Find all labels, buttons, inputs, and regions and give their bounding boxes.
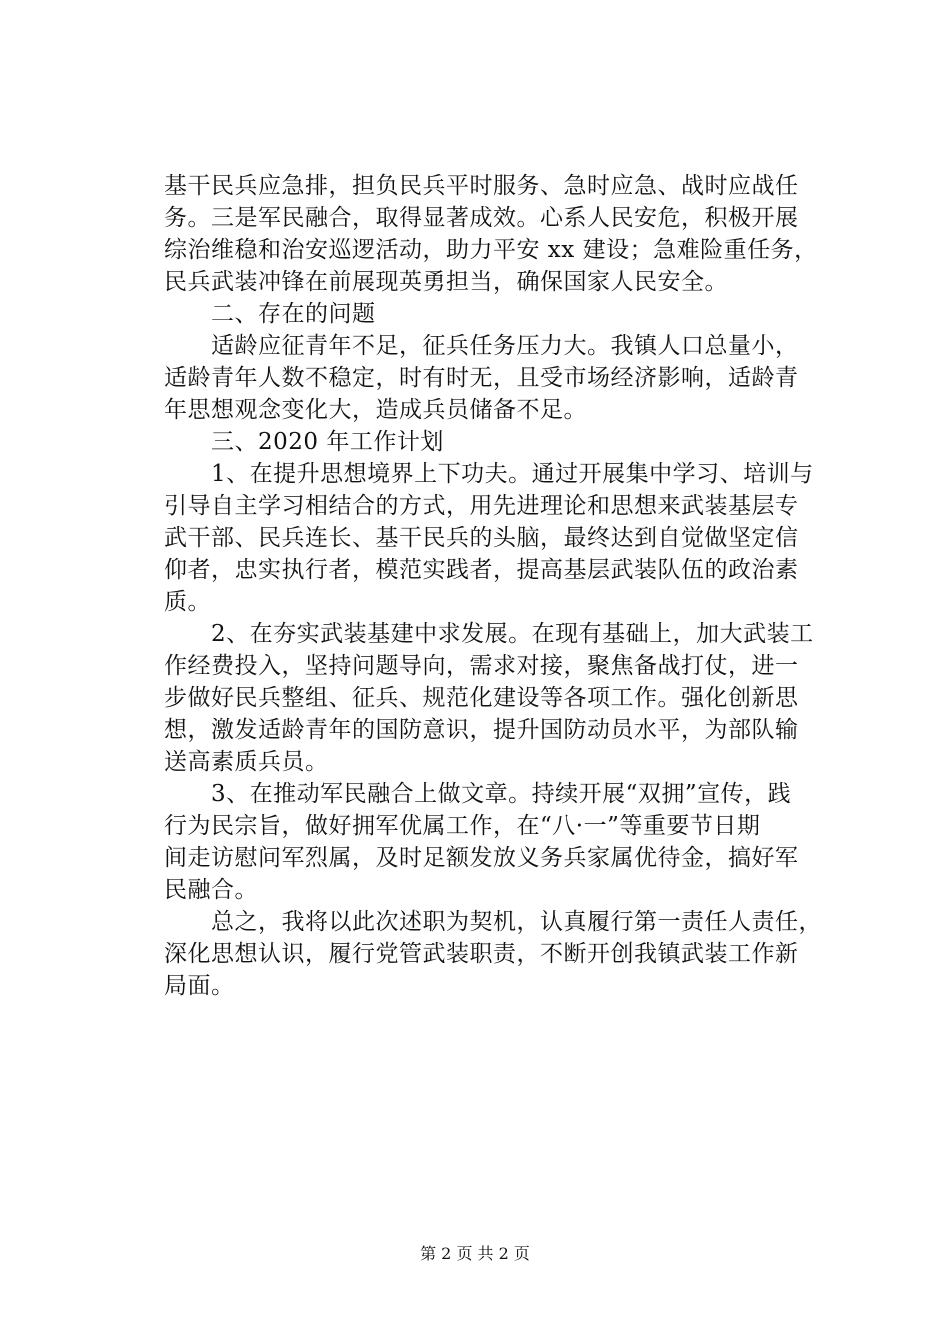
body-line: 行为民宗旨，做好拥军优属工作，在“八·一”等重要节日期 [164, 813, 761, 839]
body-line: 1、在提升思想境界上下功夫。通过开展集中学习、培训与 [164, 461, 814, 487]
section-heading-plan: 三、2020 年工作计划 [164, 429, 444, 455]
section-heading-problems: 二、存在的问题 [164, 301, 376, 327]
body-line: 步做好民兵整组、征兵、规范化建设等各项工作。强化创新思 [164, 685, 799, 711]
body-line: 仰者，忠实执行者，模范实践者，提高基层武装队伍的政治素 [164, 557, 799, 583]
body-line: 民兵武装冲锋在前展现英勇担当，确保国家人民安全。 [164, 269, 728, 295]
body-line: 想，激发适龄青年的国防意识，提升国防动员水平，为部队输 [164, 717, 799, 743]
body-line: 局面。 [164, 973, 235, 999]
body-line: 综治维稳和治安巡逻活动，助力平安 xx 建设；急难险重任务， [164, 237, 818, 263]
body-line: 深化思想认识，履行党管武装职责，不断开创我镇武装工作新 [164, 941, 799, 967]
body-line: 作经费投入，坚持问题导向，需求对接，聚焦备战打仗，进一 [164, 653, 799, 679]
page-number-footer: 第 2 页 共 2 页 [420, 1244, 530, 1263]
body-line: 武干部、民兵连长、基干民兵的头脑，最终达到自觉做坚定信 [164, 525, 799, 551]
body-line: 3、在推动军民融合上做文章。持续开展“双拥”宣传，践 [164, 781, 792, 807]
body-line: 基干民兵应急排，担负民兵平时服务、急时应急、战时应战任 [164, 173, 799, 199]
body-line: 年思想观念变化大，造成兵员储备不足。 [164, 397, 587, 423]
document-body [164, 170, 836, 1002]
body-line: 间走访慰问军烈属，及时足额发放义务兵家属优待金，搞好军 [164, 845, 799, 871]
body-line: 质。 [164, 589, 211, 615]
body-line: 2、在夯实武装基建中求发展。在现有基础上，加大武装工 [164, 621, 814, 647]
body-line: 务。三是军民融合，取得显著成效。心系人民安危，积极开展 [164, 205, 799, 231]
body-line: 引导自主学习相结合的方式，用先进理论和思想来武装基层专 [164, 493, 799, 519]
body-line: 民融合。 [164, 877, 258, 903]
body-line: 适龄应征青年不足，征兵任务压力大。我镇人口总量小， [164, 333, 799, 359]
body-line: 适龄青年人数不稳定，时有时无，且受市场经济影响，适龄青 [164, 365, 799, 391]
body-line: 送高素质兵员。 [164, 749, 329, 775]
body-line: 总之，我将以此次述职为契机，认真履行第一责任人责任， [164, 909, 822, 935]
